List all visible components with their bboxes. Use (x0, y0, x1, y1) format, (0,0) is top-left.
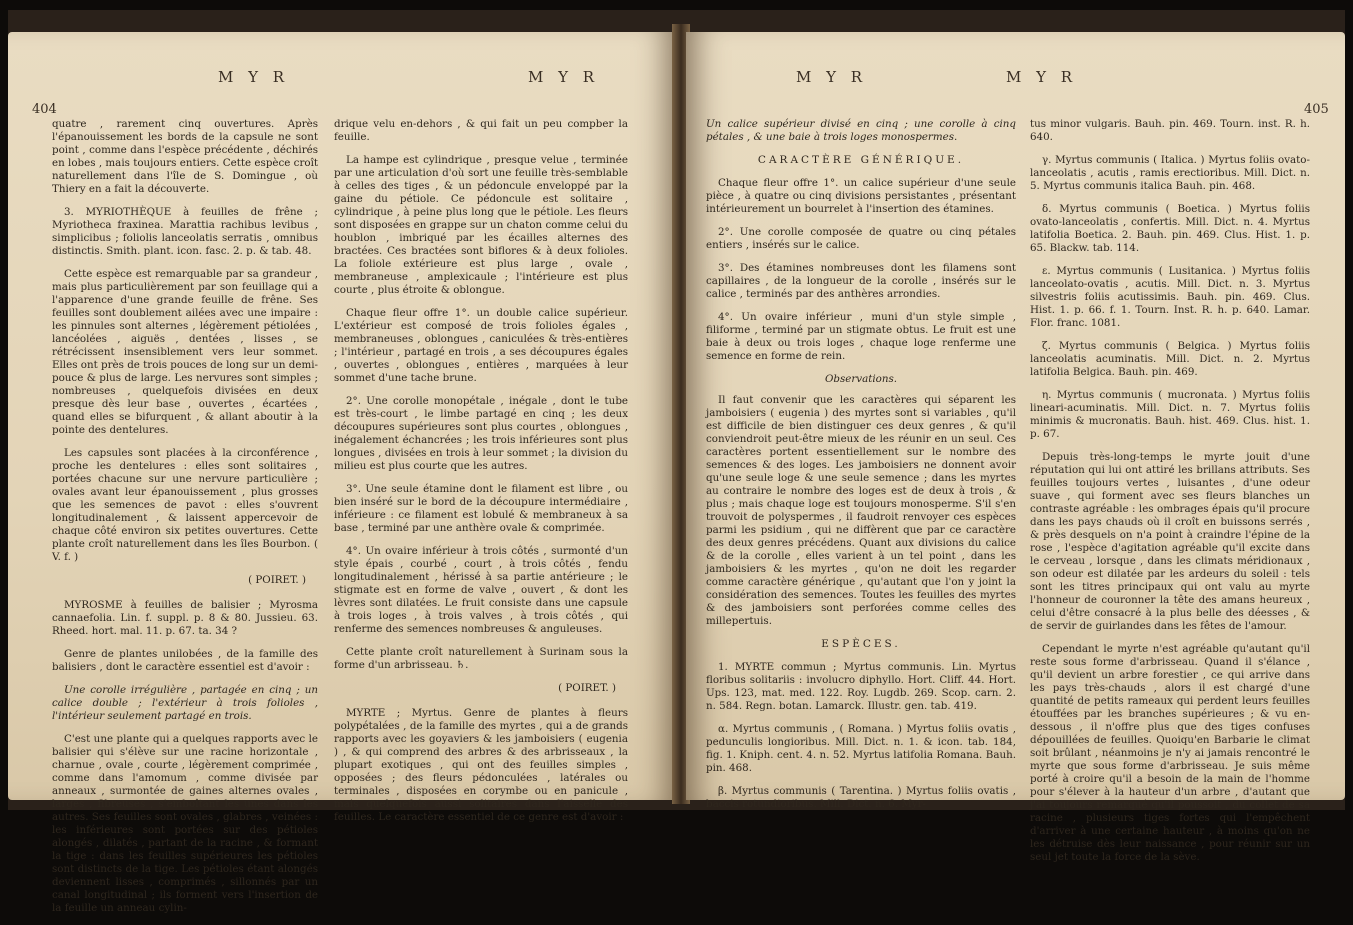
section-heading: CARACTÈRE GÉNÉRIQUE. (757, 154, 965, 166)
paragraph: η. Myrtus communis ( mucronata. ) Myrtus foliis lineari-acuminatis. Mill. Dict. n. 7. Myrtus foliis minimis & mucronatis. Bauh. hist. 469. Clus. hist. 1. p. 67. (1030, 389, 1310, 440)
paragraph: quatre , rarement cinq ouvertures. Après l'épanouissement les bords de la capsule ne sont point , comme dans l'espèce précédente , déchirés en lobes , mais toujours entiers. Cette espèce croît naturellement dans l'île de S. Domingue , où Thiery en a fait la découverte. (52, 118, 318, 195)
text-column-2 (334, 118, 628, 834)
text-column-2 (1030, 118, 1310, 874)
section-heading: Observations. (824, 373, 898, 385)
running-header: M Y R (218, 68, 290, 86)
book-spread (8, 10, 1345, 914)
paragraph: γ. Myrtus communis ( Italica. ) Myrtus foliis ovato-lanceolatis , acutis , ramis erectioribus. Mill. Dict. n. 5. Myrtus communis italica Bauh. pin. 468. (1030, 154, 1310, 192)
paragraph: 2°. Une corolle monopétale , inégale , dont le tube est très-court , le limbe partagé en cinq ; les deux découpures supérieures sont plus courtes , oblongues , inégalement échancrées ; les trois inférieures sont plus longues , divisées en trois à leur sommet ; la division du milieu est plus courte que les autres. (334, 395, 628, 472)
paragraph: β. Myrtus communis ( Tarentina. ) Myrtus foliis ovatis , baccis rotundioribus. Mill. Dict. n. 6. Myr- (706, 785, 1016, 810)
paragraph: Une corolle irrégulière , partagée en cinq ; un calice double ; l'extérieur à trois folioles , l'intérieur seulement partagé en trois. (52, 684, 318, 722)
paragraph: La hampe est cylindrique , presque velue , terminée par une articulation d'où sort une feuille très-semblable à celles des tiges , & un pédoncule enveloppé par la gaine du pétiole. Ce pédoncule est solitaire , cylindrique , à peine plus long que le pétiole. Les fleurs sont disposées en grappe sur un chaton comme celui du houblon , imbriqué par les écailles alternes des bractées. Ces bractées sont biflores & à deux folioles. La foliole extérieure est plus large , ovale , membraneuse , amplexicaule ; l'intérieure est plus courte , plus étroite & oblongue. (334, 154, 628, 296)
paragraph: δ. Myrtus communis ( Boetica. ) Myrtus foliis ovato-lanceolatis , confertis. Mill. Dict. n. 4. Myrtus latifolia Boetica. 2. Bauh. pin. 469. Clus. Hist. 1. p. 65. Blackw. tab. 114. (1030, 203, 1310, 254)
paragraph: tus minor vulgaris. Bauh. pin. 469. Tourn. inst. R. h. 640. (1030, 118, 1310, 143)
paragraph: Chaque fleur offre 1°. un calice supérieur d'une seule pièce , à quatre ou cinq divisions persistantes , présentant intérieurement un bourrelet à l'insertion des étamines. (706, 177, 1016, 215)
paragraph: MYRTE ; Myrtus. Genre de plantes à fleurs polypétalées , de la famille des myrtes , qui a de grands rapports avec les goyaviers & les jamboisiers ( eugenia ) , & qui comprend des arbres & des arbrisseaux , la plupart exotiques , qui ont des feuilles simples , opposées ; des fleurs pédonculées , latérales ou terminales , disposées en corymbe ou en panicule , mais quelquefois aussi solitaires dans l'aisselle des feuilles. Le caractère essentiel de ce genre est d'avoir : (334, 707, 628, 823)
author-signature: ( POIRET. ) (558, 682, 616, 694)
paragraph: drique velu en-dehors , & qui fait un peu compber la feuille. (334, 118, 628, 143)
paragraph: Cette espèce est remarquable par sa grandeur , mais plus particulièrement par son feuillage qui a l'apparence d'une grande feuille de frêne. Ses feuilles sont doublement ailées avec une impaire : les pinnules sont alternes , légèrement pétiolées , lancéolées , aiguës , dentées , lisses , se rétrécissent insensiblement vers leur sommet. Elles ont près de trois pouces de long sur un demi-pouce & plus de large. Les nervures sont simples ; nombreuses , quelquefois divisées en deux presque dès leur base , ouvertes , écartées , quand elles se bifurquent , & allant aboutir à la pointe des dentelures. (52, 268, 318, 436)
text-column-1 (706, 118, 1016, 821)
paragraph: Depuis très-long-temps le myrte jouit d'une réputation qui lui ont attiré les brillans attributs. Ses feuilles toujours vertes , luisantes , d'une odeur suave , qui forment avec ses fleurs blanches un contraste agréable : les ombrages épais qu'il procure dans les pays chauds où il croît en buissons serrés , & près desquels on n'a point à craindre l'épine de la rose , l'espèce d'agitation agréable qu'il excite dans le cerveau , lorsque , dans les climats méridionaux , son odeur est dilatée par les ardeurs du soleil : tels sont les titres principaux qui ont valu au myrte l'honneur de couronner la tête des amans heureux , celui d'être consacré à la plus belle des déesses , & de servir de guirlandes dans les fêtes de l'amour. (1030, 451, 1310, 632)
paragraph: 2°. Une corolle composée de quatre ou cinq pétales entiers , insérés sur le calice. (706, 226, 1016, 251)
running-header: M Y R (796, 68, 868, 86)
paragraph: Les capsules sont placées à la circonférence , proche les dentelures : elles sont solitaires , portées chacune sur une nervure particulière ; ovales avant leur épanouissement , plus grosses que les semences de pavot : elles s'ouvrent longitudinalement , & laissent appercevoir de chaque côté environ six petites ouvertures. Cette plante croît naturellement dans les îles Bourbon. ( V. f. ) (52, 447, 318, 563)
paragraph: ζ. Myrtus communis ( Belgica. ) Myrtus foliis lanceolatis acuminatis. Mill. Dict. n. 2. Myrtus latifolia Belgica. Bauh. pin. 469. (1030, 340, 1310, 378)
page-number: 404 (32, 102, 57, 117)
left-page (8, 32, 676, 914)
paragraph: C'est une plante qui a quelques rapports avec le balisier qui s'élève sur une racine horizontale , charnue , ovale , courte , légèrement comprimée , comme dans l'amomum , comme divisée par anneaux , surmontée de gaines alternes ovales , larges , fibreuses , s'emboîtant les unes dans les autres. Ses feuilles sont ovales , glabres , veinées : les inférieures sont portées sur des pétioles alongés , dilatés , partant de la racine , & formant la tige : dans les feuilles supérieures les pétioles sont distincts de la tige. Les pétioles étant alongés deviennent lisses , comprimés , sillonnés par un canal longitudinal ; ils forment vers l'insertion de la feuille un anneau cylin- (52, 733, 318, 914)
page-number: 405 (1304, 102, 1329, 117)
paragraph: 3°. Des étamines nombreuses dont les filamens sont capillaires , de la longueur de la corolle , insérés sur le calice , terminés par des anthères arrondies. (706, 262, 1016, 300)
paragraph: 3. MYRIOTHÈQUE à feuilles de frêne ; Myriotheca fraxinea. Marattia rachibus levibus , simplicibus ; foliolis lanceolatis serratis , omnibus distinctis. Smith. plant. icon. fasc. 2. p. & tab. 48. (52, 206, 318, 257)
section-heading: ESPÈCES. (821, 638, 901, 650)
paragraph: Chaque fleur offre 1°. un double calice supérieur. L'extérieur est composé de trois folioles égales , membraneuses , oblongues , caniculées & très-entières ; l'intérieur , partagé en trois , a ses découpures égales , ouvertes , oblongues , entières , marquées à leur sommet d'une tache brune. (334, 307, 628, 384)
running-header: M Y R (528, 68, 600, 86)
paragraph: MYROSME à feuilles de balisier ; Myrosma cannaefolia. Lin. f. suppl. p. 8 & 80. Jussieu. 63. Rheed. hort. mal. 11. p. 67. ta. 34 ? (52, 599, 318, 637)
paragraph: Genre de plantes unilobées , de la famille des balisiers , dont le caractère essentiel est d'avoir : (52, 648, 318, 673)
paragraph: Cependant le myrte n'est agréable qu'autant qu'il reste sous forme d'arbrisseau. Quand il s'élance , qu'il devient un arbre forestier , ce qui arrive dans les pays très-chauds , alors il est chargé d'une quantité de petits rameaux qui perdent leurs feuilles étouffées par les branches supérieures ; & vu en-dessous , il n'offre plus que des tiges confuses dépouillées de feuilles. Quoiqu'en Barbarie le climat soit brûlant , néanmoins je n'y ai jamais rencontré le myrte que sous forme d'arbrisseau. Je suis même porté à croire qu'il a besoin de la main de l'homme pour s'élever à la hauteur d'un arbre , d'autant que j'ai toujours remarqué qu'il poussoit , du collet de sa racine , plusieurs tiges fortes qui l'empêchent d'arriver à une certaine hauteur , à moins qu'on ne les détruise dès leur naissance , pour réunir sur un seul jet toute la force de la sève. (1030, 643, 1310, 863)
paragraph: 4°. Un ovaire inférieur à trois côtés , surmonté d'un style épais , courbé , court , à trois côtés , fendu longitudinalement , hérissé à sa partie antérieure ; le stigmate est en forme de valve , ouvert , & dont les lèvres sont dilatées. Le fruit consiste dans une capsule à trois loges , à trois valves , à trois côtés , qui renferme des semences nombreuses & anguleuses. (334, 545, 628, 635)
right-page (686, 32, 1345, 863)
running-header: M Y R (1006, 68, 1078, 86)
paragraph: α. Myrtus communis , ( Romana. ) Myrtus foliis ovatis , pedunculis longioribus. Mill. Dict. n. 1. & icon. tab. 184, fig. 1. Kniph. cent. 4. n. 52. Myrtus latifolia Romana. Bauh. pin. 468. (706, 723, 1016, 774)
paragraph: 3°. Une seule étamine dont le filament est libre , ou bien inséré sur le bord de la découpure intermédiaire , inférieure : ce filament est lobulé & membraneux à sa base , terminé par une anthère ovale & comprimée. (334, 483, 628, 534)
paragraph: ε. Myrtus communis ( Lusitanica. ) Myrtus foliis lanceolato-ovatis , acutis. Mill. Dict. n. 3. Myrtus silvestris foliis acutissimis. Bauh. pin. 469. Clus. Hist. 1. p. 66. f. 1. Tourn. Inst. R. h. p. 640. Lamar. Flor. franc. 1081. (1030, 265, 1310, 329)
paragraph: Il faut convenir que les caractères qui séparent les jamboisiers ( eugenia ) des myrtes sont si variables , qu'il est difficile de bien distinguer ces deux genres , & qu'il conviendroit peut-être mieux de les réunir en un seul. Ces caractères portent essentiellement sur le nombre des semences & des loges. Les jamboisiers ne donnent avoir qu'une seule loge & une seule semence ; dans les myrtes au contraire le nombre des loges est de deux à trois , & plus ; mais chaque loge est toujours monosperme. S'il s'en trouvoit de polyspermes , il faudroit renvoyer ces espèces parmi les psidium , qui ne diffèrent que par ce caractère des deux genres précédens. Quant aux divisions du calice & de la corolle , elles varient à un tel point , dans les jamboisiers & les myrtes , qu'on ne doit les regarder comme caractère générique , qu'autant que l'on y joint la considération des semences. Toutes les feuilles des myrtes & des jamboisiers sont perforées comme celles des millepertuis. (706, 394, 1016, 627)
text-column-1 (52, 118, 318, 925)
paragraph: 4°. Un ovaire inférieur , muni d'un style simple , filiforme , terminé par un stigmate obtus. Le fruit est une baie à deux ou trois loges , chaque loge renferme une semence en forme de rein. (706, 311, 1016, 362)
paragraph: 1. MYRTE commun ; Myrtus communis. Lin. Myrtus floribus solitariis : involucro diphyllo. Hort. Cliff. 44. Hort. Ups. 123, mat. med. 122. Roy. Lugdb. 269. Scop. carn. 2. n. 584. Regn. botan. Lamarck. Illustr. gen. tab. 419. (706, 661, 1016, 712)
paragraph: Cette plante croît naturellement à Surinam sous la forme d'un arbrisseau. ♄. (334, 646, 628, 671)
author-signature: ( POIRET. ) (248, 574, 306, 586)
paragraph: Un calice supérieur divisé en cinq ; une corolle à cinq pétales , & une baie à trois loges monospermes. (706, 118, 1016, 143)
